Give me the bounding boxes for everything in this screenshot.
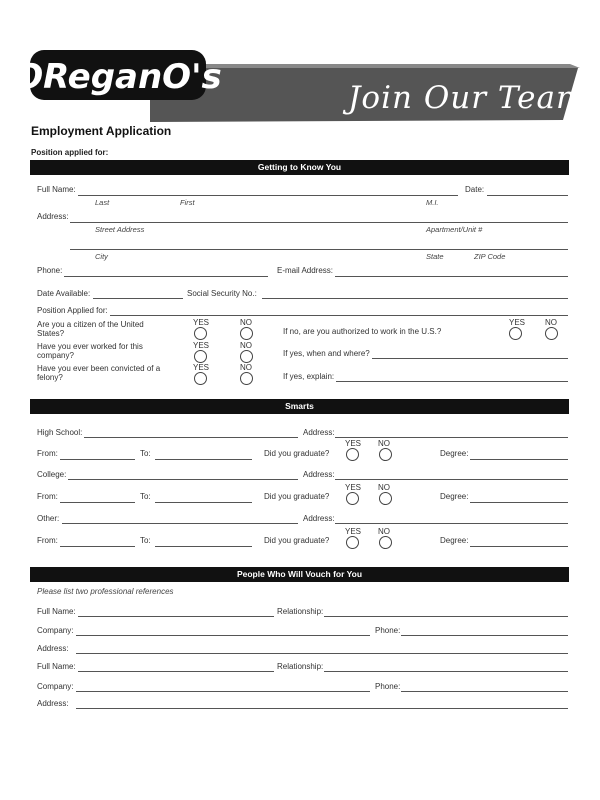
ref2-address-field[interactable]: [76, 708, 568, 709]
other-school-label: Other:: [37, 514, 60, 523]
date-available-field[interactable]: [93, 298, 183, 299]
hs-graduate-yes-radio[interactable]: [346, 448, 359, 461]
citizen-no-label: NO: [240, 318, 252, 327]
other-yes-label: YES: [345, 527, 362, 536]
ref1-full-name-field[interactable]: [78, 616, 274, 617]
worked-question: Have you ever worked for this company?: [37, 342, 143, 360]
high-school-label: High School:: [37, 428, 83, 437]
ref2-company-field[interactable]: [76, 691, 370, 692]
logo-text: OReganO's: [14, 57, 222, 97]
ref2-full-name-label: Full Name:: [37, 662, 76, 671]
college-address-label: Address:: [303, 470, 335, 479]
hs-to-label: To:: [140, 449, 151, 458]
college-graduate-no-radio[interactable]: [379, 492, 392, 505]
tagline: Join Our Team: [348, 80, 587, 116]
college-yes-label: YES: [345, 483, 362, 492]
other-graduate-no-radio[interactable]: [379, 536, 392, 549]
convicted-no-radio[interactable]: [240, 372, 253, 385]
college-graduate-question: Did you graduate?: [264, 492, 330, 501]
authorized-no-radio[interactable]: [545, 327, 558, 340]
email-label: E-mail Address:: [277, 266, 334, 275]
zip-hint: ZIP Code: [474, 252, 506, 261]
when-where-label: If yes, when and where?: [283, 349, 370, 358]
hs-to-field[interactable]: [155, 459, 252, 460]
other-from-field[interactable]: [60, 546, 135, 547]
state-hint: State: [426, 252, 444, 261]
date-label: Date:: [465, 185, 485, 194]
phone-field[interactable]: [64, 276, 268, 277]
apt-hint: Apartment/Unit #: [426, 225, 483, 234]
ref1-address-field[interactable]: [76, 653, 568, 654]
oreganos-logo: [14, 44, 222, 106]
worked-no-radio[interactable]: [240, 350, 253, 363]
ref1-full-name-label: Full Name:: [37, 607, 76, 616]
ref2-full-name-field[interactable]: [78, 671, 274, 672]
college-from-field[interactable]: [60, 502, 135, 503]
hs-from-label: From:: [37, 449, 58, 458]
ref2-relationship-field[interactable]: [324, 671, 568, 672]
authorized-question: If no, are you authorized to work in the U.S.?: [283, 327, 442, 336]
date-available-label: Date Available:: [37, 289, 91, 298]
ref1-relationship-label: Relationship:: [277, 607, 324, 616]
full-name-field[interactable]: [78, 195, 458, 196]
college-to-label: To:: [140, 492, 151, 501]
explain-label: If yes, explain:: [283, 372, 335, 381]
ssn-label: Social Security No.:: [187, 289, 257, 298]
worked-no-label: NO: [240, 341, 252, 350]
citizen-yes-label: YES: [193, 318, 210, 327]
ref2-phone-field[interactable]: [401, 691, 568, 692]
hs-degree-field[interactable]: [470, 459, 568, 460]
city-hint: City: [95, 252, 108, 261]
position-applied-label-2: Position Applied for:: [37, 306, 108, 315]
other-address-field[interactable]: [335, 523, 568, 524]
date-field[interactable]: [487, 195, 568, 196]
convicted-yes-label: YES: [193, 363, 210, 372]
other-graduate-yes-radio[interactable]: [346, 536, 359, 549]
form-title: Employment Application: [31, 124, 172, 138]
citizen-no-radio[interactable]: [240, 327, 253, 340]
convicted-yes-radio[interactable]: [194, 372, 207, 385]
college-address-field[interactable]: [335, 479, 568, 480]
ref1-phone-field[interactable]: [401, 635, 568, 636]
phone-label: Phone:: [37, 266, 63, 275]
street-address-field[interactable]: [70, 222, 568, 223]
other-graduate-question: Did you graduate?: [264, 536, 330, 545]
other-to-label: To:: [140, 536, 151, 545]
ref2-address-label: Address:: [37, 699, 69, 708]
hs-graduate-no-radio[interactable]: [379, 448, 392, 461]
college-degree-field[interactable]: [470, 502, 568, 503]
authorized-no-label: NO: [545, 318, 557, 327]
ref1-company-field[interactable]: [76, 635, 370, 636]
other-no-label: NO: [378, 527, 390, 536]
when-where-field[interactable]: [372, 358, 568, 359]
hs-no-label: NO: [378, 439, 390, 448]
convicted-no-label: NO: [240, 363, 252, 372]
hs-address-label: Address:: [303, 428, 335, 437]
full-name-label: Full Name:: [37, 185, 76, 194]
other-degree-label: Degree:: [440, 536, 469, 545]
ref1-address-label: Address:: [37, 644, 69, 653]
city-state-zip-field[interactable]: [70, 249, 568, 250]
section-header-smarts: Smarts: [30, 399, 569, 414]
other-from-label: From:: [37, 536, 58, 545]
other-school-field[interactable]: [62, 523, 298, 524]
ref2-phone-label: Phone:: [375, 682, 401, 691]
references-instruction: Please list two professional references: [37, 587, 174, 596]
authorized-yes-label: YES: [509, 318, 526, 327]
high-school-field[interactable]: [84, 437, 298, 438]
hs-degree-label: Degree:: [440, 449, 469, 458]
other-address-label: Address:: [303, 514, 335, 523]
logo-graphic: [14, 44, 222, 106]
other-to-field[interactable]: [155, 546, 252, 547]
citizen-question: Are you a citizen of the United States?: [37, 320, 144, 338]
college-field[interactable]: [68, 479, 298, 480]
ref1-company-label: Company:: [37, 626, 74, 635]
worked-yes-label: YES: [193, 341, 210, 350]
other-degree-field[interactable]: [470, 546, 568, 547]
convicted-question: Have you ever been convicted of a felony?: [37, 364, 161, 382]
ref2-company-label: Company:: [37, 682, 74, 691]
college-to-field[interactable]: [155, 502, 252, 503]
first-hint: First: [180, 198, 195, 207]
hs-yes-label: YES: [345, 439, 362, 448]
mi-hint: M.I.: [426, 198, 439, 207]
street-hint: Street Address: [95, 225, 145, 234]
email-field[interactable]: [335, 276, 568, 277]
last-hint: Last: [95, 198, 110, 207]
ref1-phone-label: Phone:: [375, 626, 401, 635]
college-degree-label: Degree:: [440, 492, 469, 501]
hs-address-field[interactable]: [335, 437, 568, 438]
authorized-yes-radio[interactable]: [509, 327, 522, 340]
hs-graduate-question: Did you graduate?: [264, 449, 330, 458]
explain-field[interactable]: [336, 381, 568, 382]
citizen-yes-radio[interactable]: [194, 327, 207, 340]
college-graduate-yes-radio[interactable]: [346, 492, 359, 505]
hs-from-field[interactable]: [60, 459, 135, 460]
ref1-relationship-field[interactable]: [324, 616, 568, 617]
position-applied-label: Position applied for:: [31, 148, 109, 157]
worked-yes-radio[interactable]: [194, 350, 207, 363]
section-header-getting-to-know-you: Getting to Know You: [30, 160, 569, 175]
college-label: College:: [37, 470, 67, 479]
college-no-label: NO: [378, 483, 390, 492]
ref2-relationship-label: Relationship:: [277, 662, 324, 671]
section-header-references: People Who Will Vouch for You: [30, 567, 569, 582]
address-label: Address:: [37, 212, 69, 221]
college-from-label: From:: [37, 492, 58, 501]
ssn-field[interactable]: [262, 298, 568, 299]
position-applied-field[interactable]: [110, 315, 568, 316]
